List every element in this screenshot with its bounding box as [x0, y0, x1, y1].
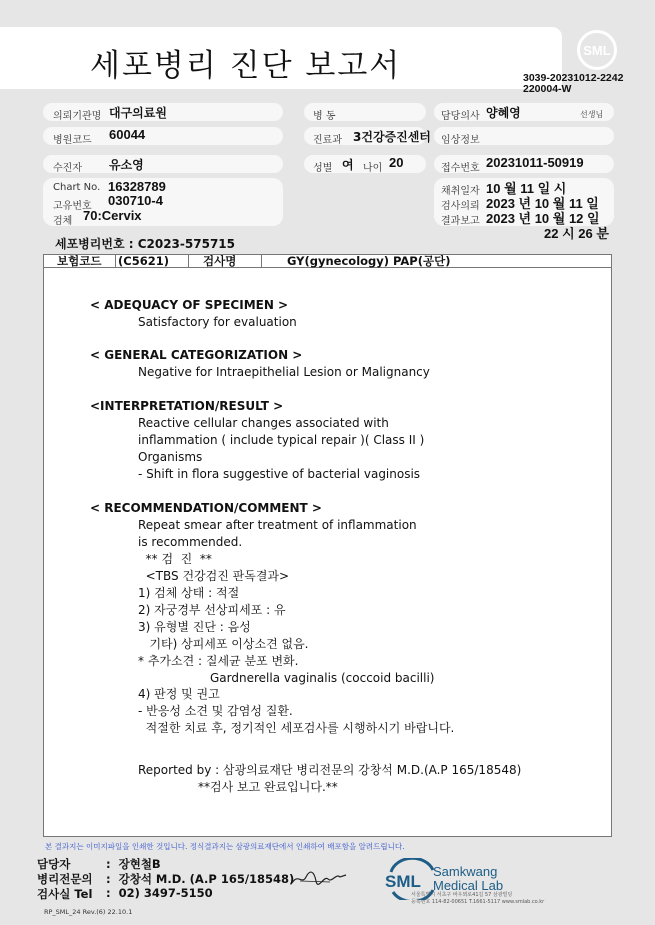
report-time-value: 22 시 26 분 [544, 226, 609, 241]
report-line: 적절한 치료 후, 정기적인 세포검사를 시행하시기 바랍니다. [138, 721, 455, 735]
form-code: RP_SML_24 Rev.(6) 22.10.1 [44, 908, 133, 916]
specimen-label: 검체 [53, 216, 73, 227]
staff-value: : 장현철B [106, 857, 161, 871]
report-line: 3) 유형별 진단 : 음성 [138, 620, 251, 634]
heading-interpretation: <INTERPRETATION/RESULT > [90, 399, 284, 413]
patient-value: 유소영 [109, 158, 144, 172]
report-body [43, 254, 612, 837]
collect-value: 10 월 11 일 시 [486, 181, 567, 196]
ward-label: 병 동 [313, 111, 336, 122]
report-line: <TBS 건강검진 판독결과> [138, 569, 290, 583]
collect-label: 채취일자 [441, 186, 480, 197]
tel-label: 검사실 Tel [37, 887, 93, 901]
test-name-value: GY(gynecology) PAP(공단) [287, 254, 451, 268]
unique-value: 030710-4 [108, 193, 163, 208]
report-line: - Shift in flora suggestive of bacterial vaginosis [138, 467, 421, 481]
header-divider [188, 254, 189, 268]
report-line: * 추가소견 : 질세균 분포 변화. [138, 654, 299, 668]
receipt-label: 접수번호 [441, 163, 480, 174]
staff-label: 담당자 [37, 857, 71, 871]
report-line: inflammation ( include typical repair )( Class II ) [138, 433, 425, 447]
heading-recommendation: < RECOMMENDATION/COMMENT > [90, 501, 322, 515]
test-name-label: 검사명 [203, 254, 237, 268]
sml-logo-top: SML [577, 30, 617, 70]
report-line: 4) 판정 및 권고 [138, 687, 220, 701]
request-value: 2023 년 10 월 11 일 [486, 196, 599, 211]
report-line: Satisfactory for evaluation [138, 315, 297, 329]
pathologist-label: 병리전문의 [37, 872, 93, 886]
institution-label: 의뢰기관명 [53, 111, 102, 122]
print-notice: 본 결과지는 이미지파일을 인쇄한 것입니다. 정식결과지는 삼광의료재단에서 인쇄하여 배포함을 알려드립니다. [45, 842, 405, 851]
report-line: - 반응성 소견 및 감염성 질환. [138, 704, 293, 718]
specimen-value: 70:Cervix [83, 208, 142, 223]
insurance-code: (C5621) [118, 254, 169, 268]
reference-number: 3039-20231012-2242 220004-W [523, 72, 624, 95]
heading-adequacy: < ADEQUACY OF SPECIMEN > [90, 298, 289, 312]
sml-footer-logo-text: SML [385, 872, 421, 891]
report-line: Organisms [138, 450, 203, 464]
unique-label: 고유번호 [53, 201, 92, 212]
hospital-code-value: 60044 [109, 127, 146, 142]
footer-brand: Samkwang Medical Lab [433, 864, 504, 893]
report-complete: **검사 보고 완료입니다.** [198, 780, 338, 794]
age-value: 20 [389, 155, 404, 170]
tel-value: : 02) 3497-5150 [106, 886, 213, 900]
cyto-number: 세포병리번호 : C2023-575715 [55, 237, 235, 251]
heading-categorization: < GENERAL CATEGORIZATION > [90, 348, 303, 362]
clinical-label: 임상정보 [441, 135, 480, 146]
institution-value: 대구의료원 [109, 106, 167, 120]
report-line: Gardnerella vaginalis (coccoid bacilli) [210, 671, 435, 685]
chart-label: Chart No. [53, 182, 101, 193]
request-label: 검사의뢰 [441, 201, 480, 212]
report-line: Negative for Intraepithelial Lesion or Malignancy [138, 365, 430, 379]
signature-icon [290, 869, 348, 887]
dept-label: 진료과 [313, 135, 342, 146]
hospital-code-label: 병원코드 [53, 135, 92, 146]
report-line: Reactive cellular changes associated with [138, 416, 389, 430]
sex-value: 여 [342, 158, 354, 172]
report-line: ** 검 진 ** [138, 552, 212, 566]
report-line: 1) 검체 상태 : 적절 [138, 586, 240, 600]
sex-label: 성별 [313, 163, 333, 174]
insurance-label: 보험코드 [57, 254, 102, 268]
doctor-label: 담당의사 [441, 111, 480, 122]
pathologist-value: : 강창석 M.D. (A.P 165/18548) [106, 872, 295, 886]
doctor-value: 양혜영 [486, 106, 521, 120]
reported-by: Reported by : 삼광의료재단 병리전문의 강창석 M.D.(A.P 165/18548) [138, 763, 522, 777]
report-line: 기타) 상피세포 이상소견 없음. [138, 637, 309, 651]
report-label: 결과보고 [441, 216, 480, 227]
footer-address: 서울특별시 서초구 바우뫼로41길 57 삼광빌딩 등록번호 114-82-00651 T.1661-5117 www.smlab.co.kr [411, 892, 545, 905]
chart-value: 16328789 [108, 179, 166, 194]
report-line: Repeat smear after treatment of inflammation [138, 518, 417, 532]
report-title: 세포병리 진단 보고서 [90, 48, 402, 84]
age-label: 나이 [363, 163, 383, 174]
dept-value: 3건강증진센터 [353, 130, 431, 144]
doctor-title: 선생님 [580, 110, 604, 119]
receipt-value: 20231011-50919 [486, 155, 584, 170]
report-line: is recommended. [138, 535, 243, 549]
patient-label: 수진자 [53, 163, 82, 174]
report-line: 2) 자궁경부 선상피세포 : 유 [138, 603, 286, 617]
test-header-row [43, 254, 612, 268]
header-divider [115, 254, 116, 268]
header-divider [261, 254, 262, 268]
report-date-value: 2023 년 10 월 12 일 [486, 211, 600, 226]
